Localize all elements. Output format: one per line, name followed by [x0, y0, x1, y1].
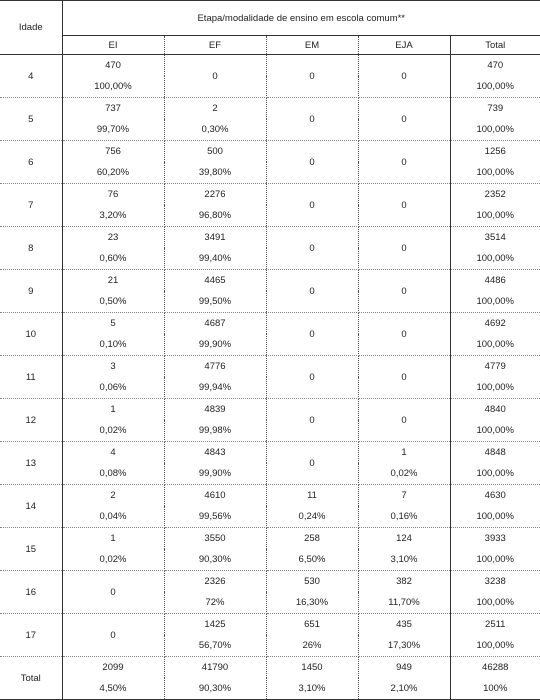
age-cell: 7	[0, 184, 62, 227]
eja-count: 7	[401, 490, 407, 501]
total-count: 4486	[450, 270, 540, 292]
total-percent: 100,00%	[450, 549, 540, 571]
em-percent: 0,24%	[266, 506, 358, 528]
eja-cell: 0	[358, 184, 450, 227]
total-count: 739	[450, 98, 540, 120]
em-percent: 26%	[266, 635, 358, 657]
eja-cell: 0	[358, 313, 450, 356]
ei-cell: 0	[62, 571, 164, 614]
table-row	[0, 485, 540, 507]
total-percent: 100,00%	[450, 377, 540, 399]
ef-percent: 99,90%	[164, 463, 266, 485]
ef-percent: 99,98%	[164, 420, 266, 442]
eja-cell: 0	[358, 227, 450, 270]
ei-percent: 0,06%	[62, 377, 164, 399]
ei-count: 4	[62, 442, 164, 464]
total-count: 3933	[450, 528, 540, 550]
em-cell: 0	[266, 356, 358, 399]
ef-count: 2276	[164, 184, 266, 206]
table-row	[0, 270, 540, 292]
idade-header: Idade	[0, 1, 62, 55]
ei-count: 3	[62, 356, 164, 378]
ef-percent: 0,30%	[164, 119, 266, 141]
ef-percent: 99,90%	[164, 334, 266, 356]
ef-count: 500	[164, 141, 266, 163]
ef-percent: 72%	[164, 592, 266, 614]
em-cell: 0	[266, 184, 358, 227]
total-percent: 100,00%	[450, 162, 540, 184]
eja-cell: 0	[358, 270, 450, 313]
ei-percent: 100,00%	[62, 76, 164, 98]
ef-count: 2326	[164, 571, 266, 593]
ei-count: 76	[62, 184, 164, 206]
total-count: 2352	[450, 184, 540, 206]
em-count: 651	[266, 614, 358, 636]
em-cell: 0	[266, 227, 358, 270]
ei-count: 737	[62, 98, 164, 120]
ef-percent: 99,56%	[164, 506, 266, 528]
age-cell: 11	[0, 356, 62, 399]
ef-percent: 56,70%	[164, 635, 266, 657]
ef-percent: 96,80%	[164, 205, 266, 227]
total-count: 4848	[450, 442, 540, 464]
eja-count: 382	[396, 576, 412, 587]
em-count: 1450	[266, 657, 358, 679]
column-header-total: Total	[450, 36, 540, 55]
table-row	[0, 98, 540, 120]
ei-cell: 0	[62, 614, 164, 657]
age-cell: 13	[0, 442, 62, 485]
total-percent: 100,00%	[450, 291, 540, 313]
ef-percent: 90,30%	[164, 549, 266, 571]
ef-percent: 39,80%	[164, 162, 266, 184]
eja-percent: 3,10%	[358, 549, 450, 571]
em-count: 11	[266, 485, 358, 507]
ei-percent: 0,50%	[62, 291, 164, 313]
eja-count: 124	[396, 533, 412, 544]
ei-count: 21	[62, 270, 164, 292]
total-count: 470	[450, 55, 540, 77]
age-cell: 12	[0, 399, 62, 442]
em-percent: 6,50%	[266, 549, 358, 571]
eja-cell: 0	[358, 356, 450, 399]
total-percent: 100,00%	[450, 635, 540, 657]
age-cell: 16	[0, 571, 62, 614]
total-count: 3514	[450, 227, 540, 249]
eja-cell: 0	[358, 141, 450, 184]
em-percent: 3,10%	[266, 678, 358, 700]
total-count: 4779	[450, 356, 540, 378]
eja-cell: 0	[358, 98, 450, 141]
table-row	[0, 141, 540, 163]
total-count: 4692	[450, 313, 540, 335]
ef-count: 4839	[164, 399, 266, 421]
eja-percent: 2,10%	[358, 678, 450, 700]
total-count: 3238	[450, 571, 540, 593]
ei-count: 1	[62, 399, 164, 421]
total-percent: 100,00%	[450, 76, 540, 98]
em-cell: 0	[266, 313, 358, 356]
age-cell: 17	[0, 614, 62, 657]
em-cell: 0	[266, 399, 358, 442]
eja-percent: 0,02%	[358, 463, 450, 485]
eja-count: 1	[401, 447, 407, 458]
column-header-ei: EI	[62, 36, 164, 55]
table-row	[0, 399, 540, 421]
total-percent: 100,00%	[450, 248, 540, 270]
table-row	[0, 528, 540, 550]
age-cell: 8	[0, 227, 62, 270]
em-cell: 0	[266, 442, 358, 485]
eja-count: 435	[396, 619, 412, 630]
age-cell: 6	[0, 141, 62, 184]
ef-count: 3491	[164, 227, 266, 249]
total-count: 2511	[450, 614, 540, 636]
em-cell: 0	[266, 141, 358, 184]
ef-count: 4843	[164, 442, 266, 464]
ei-count: 5	[62, 313, 164, 335]
total-percent: 100%	[450, 678, 540, 700]
ef-percent: 90,30%	[164, 678, 266, 700]
ei-percent: 0,60%	[62, 248, 164, 270]
eja-cell: 0	[358, 399, 450, 442]
table-row	[0, 313, 540, 335]
ei-percent: 99,70%	[62, 119, 164, 141]
table-row	[0, 442, 540, 464]
total-percent: 100,00%	[450, 463, 540, 485]
column-header-em: EM	[266, 36, 358, 55]
ef-cell: 0	[164, 55, 266, 98]
total-percent: 100,00%	[450, 205, 540, 227]
em-cell: 0	[266, 55, 358, 98]
ei-percent: 0,02%	[62, 420, 164, 442]
table-row	[0, 55, 540, 77]
table-title: Etapa/modalidade de ensino em escola comum**	[62, 1, 540, 36]
age-cell: 9	[0, 270, 62, 313]
eja-percent: 0,16%	[358, 506, 450, 528]
ef-count: 4776	[164, 356, 266, 378]
ei-percent: 60,20%	[62, 162, 164, 184]
ei-percent: 0,02%	[62, 549, 164, 571]
table-row	[0, 657, 540, 679]
ef-percent: 99,40%	[164, 248, 266, 270]
ef-count: 41790	[164, 657, 266, 679]
table-row-percent	[0, 678, 540, 700]
eja-count: 949	[396, 662, 412, 673]
ei-percent: 0,04%	[62, 506, 164, 528]
em-count: 258	[266, 528, 358, 550]
total-percent: 100,00%	[450, 334, 540, 356]
column-header-ef: EF	[164, 36, 266, 55]
total-count: 46288	[450, 657, 540, 679]
ef-count: 2	[164, 98, 266, 120]
eja-percent: 17,30%	[358, 635, 450, 657]
ef-count: 1425	[164, 614, 266, 636]
table-body	[0, 55, 540, 700]
age-cell: 10	[0, 313, 62, 356]
ei-count: 2099	[62, 657, 164, 679]
ei-percent: 0,08%	[62, 463, 164, 485]
age-cell: 5	[0, 98, 62, 141]
ei-count: 756	[62, 141, 164, 163]
age-cell: Total	[0, 657, 62, 700]
total-count: 4840	[450, 399, 540, 421]
ef-count: 4687	[164, 313, 266, 335]
total-count: 1256	[450, 141, 540, 163]
ei-percent: 0,10%	[62, 334, 164, 356]
table-row	[0, 184, 540, 206]
ei-count: 1	[62, 528, 164, 550]
ef-percent: 99,94%	[164, 377, 266, 399]
ef-count: 4610	[164, 485, 266, 507]
table-row	[0, 227, 540, 249]
ef-count: 4465	[164, 270, 266, 292]
column-header-eja: EJA	[358, 36, 450, 55]
ei-count: 23	[62, 227, 164, 249]
table-row	[0, 571, 540, 593]
eja-percent: 11,70%	[358, 592, 450, 614]
total-percent: 100,00%	[450, 592, 540, 614]
ei-percent: 3,20%	[62, 205, 164, 227]
age-cell: 14	[0, 485, 62, 528]
table-row-percent	[0, 549, 540, 571]
em-count: 530	[266, 571, 358, 593]
total-count: 4630	[450, 485, 540, 507]
table-row-percent	[0, 506, 540, 528]
em-cell: 0	[266, 270, 358, 313]
em-cell: 0	[266, 98, 358, 141]
total-percent: 100,00%	[450, 506, 540, 528]
eja-cell: 0	[358, 55, 450, 98]
total-percent: 100,00%	[450, 119, 540, 141]
table-row	[0, 614, 540, 636]
ef-percent: 99,50%	[164, 291, 266, 313]
total-percent: 100,00%	[450, 420, 540, 442]
ef-count: 3550	[164, 528, 266, 550]
ei-count: 2	[62, 485, 164, 507]
em-percent: 16,30%	[266, 592, 358, 614]
ei-percent: 4,50%	[62, 678, 164, 700]
table-row	[0, 356, 540, 378]
ei-count: 470	[62, 55, 164, 77]
age-cell: 15	[0, 528, 62, 571]
age-cell: 4	[0, 55, 62, 98]
